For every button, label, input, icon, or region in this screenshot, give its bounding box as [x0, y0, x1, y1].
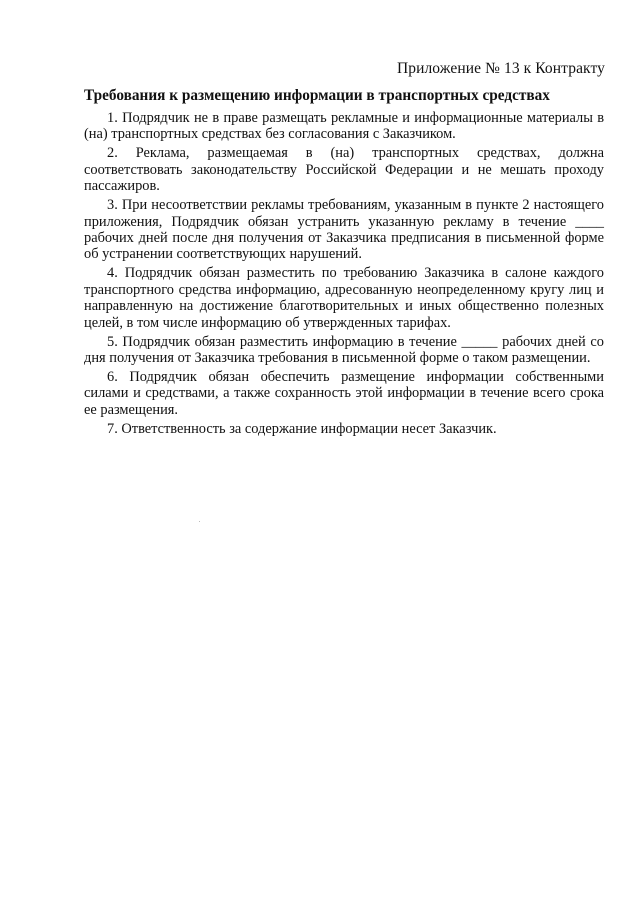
paragraph-6: 6. Подрядчик обязан обеспечить размещение информации собственными силами и средствами, а также сохранность этой информации в течение всего срока ее размещения.: [84, 369, 604, 418]
document-body: [84, 110, 604, 440]
document-title: Требования к размещению информации в транспортных средствах: [84, 87, 550, 104]
scan-speck: [199, 521, 200, 522]
paragraph-2: 2. Реклама, размещаемая в (на) транспортных средствах, должна соответствовать законодательству Российской Федерации и не мешать проходу пассажиров.: [84, 145, 604, 195]
paragraph-4: 4. Подрядчик обязан разместить по требованию Заказчика в салоне каждого транспортного средства информацию, адресованную неопределенному кругу лиц и направленную на достижение благотворительных и иных общественно полезных целей, в том числе информацию об утвержденных тарифах.: [84, 265, 604, 331]
paragraph-7: 7. Ответственность за содержание информации несет Заказчик.: [107, 420, 497, 437]
paragraph-1: 1. Подрядчик не в праве размещать рекламные и информационные материалы в (на) транспортных средствах без согласования с Заказчиком.: [84, 110, 604, 143]
appendix-reference: Приложение № 13 к Контракту: [396, 60, 605, 77]
paragraph-3: 3. При несоответствии рекламы требованиям, указанным в пункте 2 настоящего приложения, Подрядчик обязан устранить указанную рекламу в течение ____ рабочих дней после дня получения от Заказчика предписания в письменной форме об устранении соответствующих нарушений.: [84, 197, 604, 263]
paragraph-5: 5. Подрядчик обязан разместить информацию в течение _____ рабочих дней со дня получения от Заказчика требования в письменной форме о таком размещении.: [84, 333, 604, 367]
